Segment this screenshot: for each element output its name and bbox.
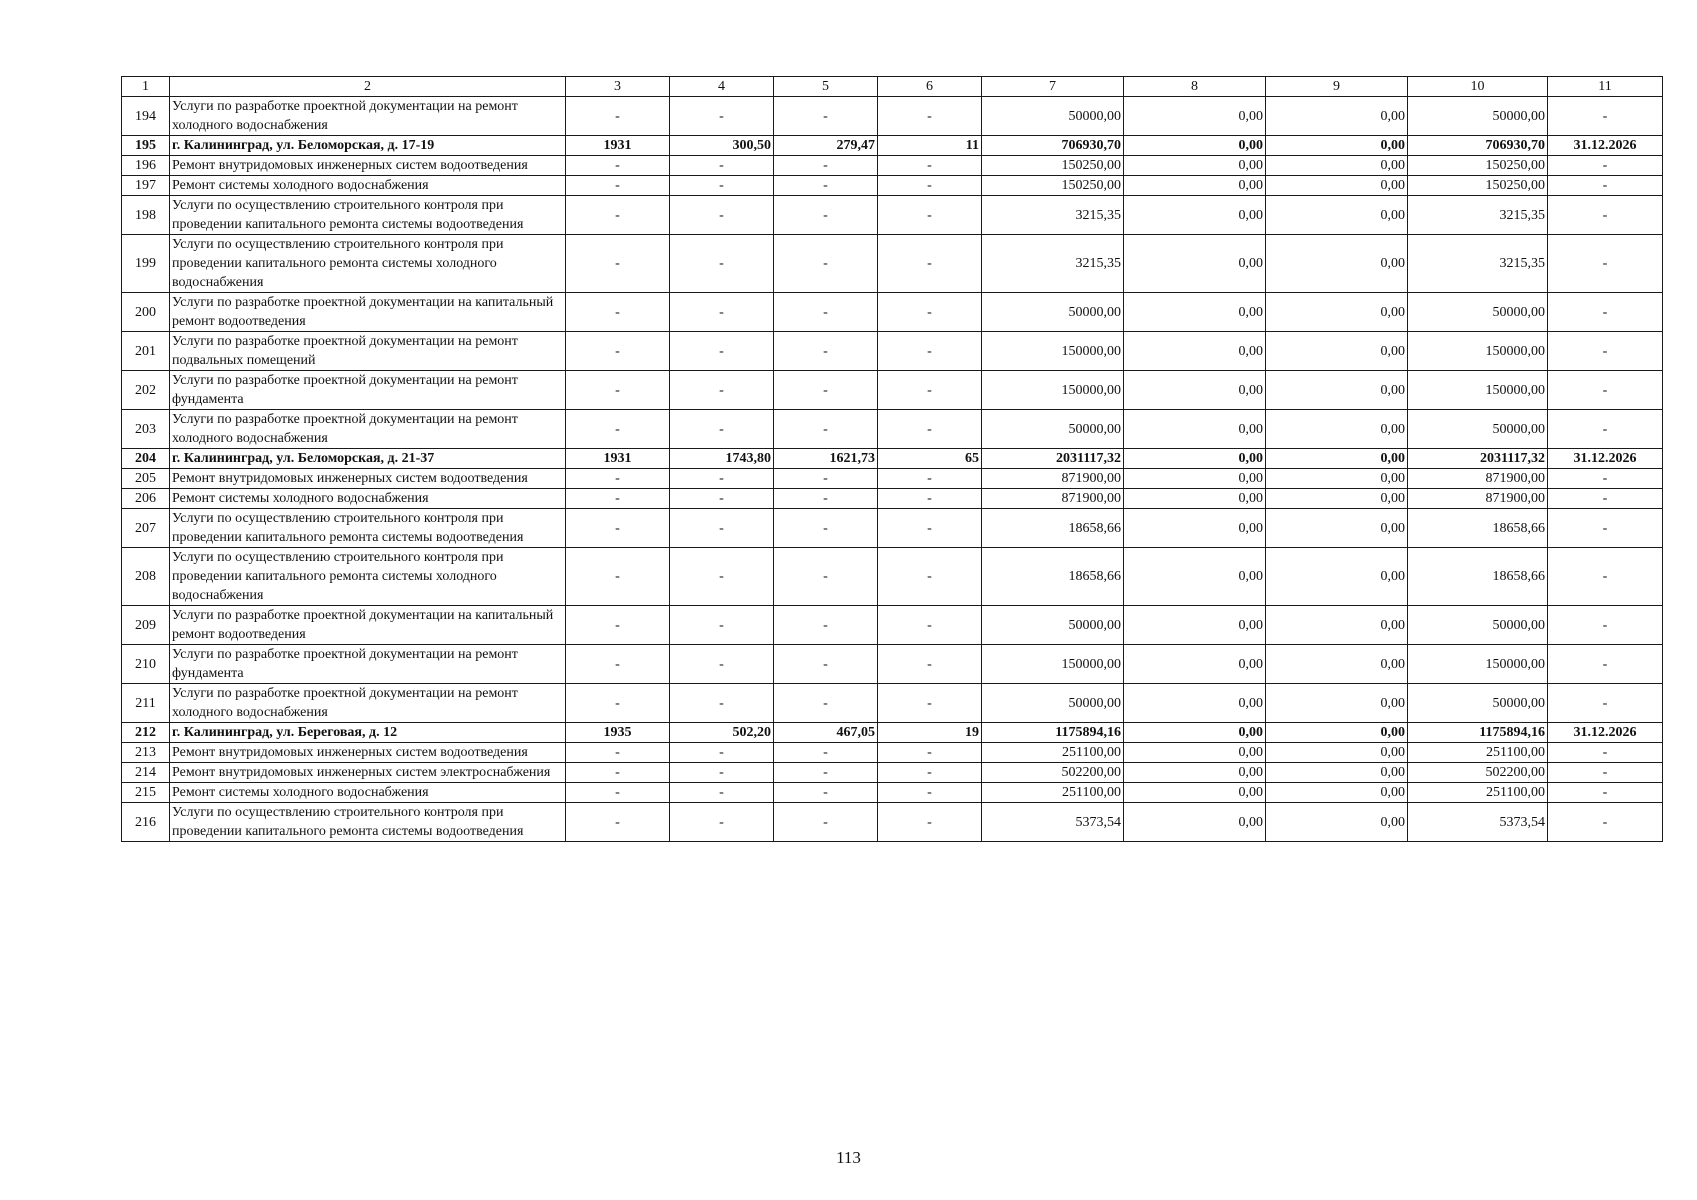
row-number: 202 <box>122 371 170 410</box>
cell-col-7: 871900,00 <box>982 469 1124 489</box>
cell-col-11: - <box>1548 332 1663 371</box>
cell-col-3: - <box>566 743 670 763</box>
cell-col-6: - <box>878 606 982 645</box>
cell-col-9: 0,00 <box>1266 489 1408 509</box>
cell-col-10: 18658,66 <box>1408 548 1548 606</box>
cell-col-11: - <box>1548 293 1663 332</box>
cell-col-11: - <box>1548 743 1663 763</box>
cell-col-7: 150000,00 <box>982 332 1124 371</box>
cell-col-10: 18658,66 <box>1408 509 1548 548</box>
cell-col-3: - <box>566 645 670 684</box>
cell-col-11: - <box>1548 156 1663 176</box>
cell-col-4: - <box>670 548 774 606</box>
cell-col-11: - <box>1548 509 1663 548</box>
cell-col-5: - <box>774 684 878 723</box>
cell-col-4: - <box>670 156 774 176</box>
column-header-6: 6 <box>878 77 982 97</box>
cell-col-10: 150000,00 <box>1408 371 1548 410</box>
cell-col-6: - <box>878 293 982 332</box>
cell-col-9: 0,00 <box>1266 723 1408 743</box>
cell-col-5: - <box>774 371 878 410</box>
item-name: Услуги по осуществлению строительного контроля при проведении капитального ремонта системы водоотведения <box>170 803 566 842</box>
cell-col-11: - <box>1548 548 1663 606</box>
cell-col-8: 0,00 <box>1124 449 1266 469</box>
item-name: Ремонт внутридомовых инженерных систем электроснабжения <box>170 763 566 783</box>
cell-col-3: - <box>566 371 670 410</box>
cell-col-7: 251100,00 <box>982 783 1124 803</box>
cell-col-10: 50000,00 <box>1408 293 1548 332</box>
column-header-11: 11 <box>1548 77 1663 97</box>
cell-col-11: - <box>1548 371 1663 410</box>
item-name: Ремонт внутридомовых инженерных систем водоотведения <box>170 743 566 763</box>
column-header-1: 1 <box>122 77 170 97</box>
cell-col-9: 0,00 <box>1266 136 1408 156</box>
item-name: г. Калининград, ул. Беломорская, д. 17-19 <box>170 136 566 156</box>
table-body <box>122 77 1663 842</box>
table-row <box>122 783 1663 803</box>
cell-col-9: 0,00 <box>1266 293 1408 332</box>
cell-col-8: 0,00 <box>1124 548 1266 606</box>
cell-col-8: 0,00 <box>1124 235 1266 293</box>
cell-col-3: - <box>566 156 670 176</box>
cell-col-6: 19 <box>878 723 982 743</box>
cell-col-9: 0,00 <box>1266 743 1408 763</box>
row-number: 215 <box>122 783 170 803</box>
cell-col-6: - <box>878 803 982 842</box>
table-row <box>122 489 1663 509</box>
row-number: 216 <box>122 803 170 842</box>
cell-col-10: 50000,00 <box>1408 606 1548 645</box>
item-name: Услуги по осуществлению строительного контроля при проведении капитального ремонта системы холодного водоснабжения <box>170 235 566 293</box>
cell-col-9: 0,00 <box>1266 684 1408 723</box>
cell-col-9: 0,00 <box>1266 606 1408 645</box>
cell-col-3: - <box>566 783 670 803</box>
page-number: 113 <box>836 1148 861 1167</box>
cell-col-9: 0,00 <box>1266 469 1408 489</box>
cell-col-10: 1175894,16 <box>1408 723 1548 743</box>
cell-col-4: - <box>670 763 774 783</box>
cell-col-5: - <box>774 548 878 606</box>
cell-col-10: 502200,00 <box>1408 763 1548 783</box>
item-name: г. Калининград, ул. Беломорская, д. 21-37 <box>170 449 566 469</box>
cell-col-7: 3215,35 <box>982 196 1124 235</box>
cell-col-7: 2031117,32 <box>982 449 1124 469</box>
cell-col-5: - <box>774 97 878 136</box>
cell-col-11: - <box>1548 606 1663 645</box>
table-row <box>122 803 1663 842</box>
cell-col-4: - <box>670 783 774 803</box>
cell-col-11: - <box>1548 97 1663 136</box>
cell-col-4: - <box>670 803 774 842</box>
cell-col-6: - <box>878 97 982 136</box>
cell-col-6: - <box>878 332 982 371</box>
cell-col-4: - <box>670 606 774 645</box>
cell-col-5: - <box>774 332 878 371</box>
cell-col-3: - <box>566 606 670 645</box>
cell-col-8: 0,00 <box>1124 763 1266 783</box>
column-header-9: 9 <box>1266 77 1408 97</box>
document-sheet <box>121 76 1662 842</box>
row-number: 194 <box>122 97 170 136</box>
cell-col-11: - <box>1548 469 1663 489</box>
cell-col-3: - <box>566 97 670 136</box>
cell-col-9: 0,00 <box>1266 235 1408 293</box>
cell-col-5: - <box>774 156 878 176</box>
cell-col-7: 50000,00 <box>982 606 1124 645</box>
cell-col-3: - <box>566 803 670 842</box>
cell-col-4: - <box>670 293 774 332</box>
cell-col-5: 1621,73 <box>774 449 878 469</box>
cell-col-9: 0,00 <box>1266 449 1408 469</box>
cell-col-10: 150000,00 <box>1408 645 1548 684</box>
cell-col-10: 50000,00 <box>1408 97 1548 136</box>
address-row <box>122 136 1663 156</box>
cell-col-6: 65 <box>878 449 982 469</box>
cell-col-6: - <box>878 469 982 489</box>
cell-col-9: 0,00 <box>1266 509 1408 548</box>
row-number: 203 <box>122 410 170 449</box>
row-number: 210 <box>122 645 170 684</box>
program-table <box>121 76 1663 842</box>
table-row <box>122 97 1663 136</box>
row-number: 209 <box>122 606 170 645</box>
cell-col-7: 50000,00 <box>982 97 1124 136</box>
table-row <box>122 509 1663 548</box>
cell-col-6: - <box>878 684 982 723</box>
item-name: г. Калининград, ул. Береговая, д. 12 <box>170 723 566 743</box>
column-header-3: 3 <box>566 77 670 97</box>
address-row <box>122 723 1663 743</box>
cell-col-7: 706930,70 <box>982 136 1124 156</box>
cell-col-6: - <box>878 763 982 783</box>
cell-col-5: - <box>774 489 878 509</box>
row-number: 214 <box>122 763 170 783</box>
table-row <box>122 684 1663 723</box>
column-header-10: 10 <box>1408 77 1548 97</box>
cell-col-3: 1935 <box>566 723 670 743</box>
cell-col-10: 3215,35 <box>1408 196 1548 235</box>
table-row <box>122 156 1663 176</box>
item-name: Услуги по осуществлению строительного контроля при проведении капитального ремонта системы холодного водоснабжения <box>170 548 566 606</box>
table-row <box>122 645 1663 684</box>
column-header-4: 4 <box>670 77 774 97</box>
cell-col-9: 0,00 <box>1266 548 1408 606</box>
cell-col-5: 467,05 <box>774 723 878 743</box>
cell-col-3: - <box>566 763 670 783</box>
cell-col-10: 706930,70 <box>1408 136 1548 156</box>
cell-col-11: - <box>1548 684 1663 723</box>
item-name: Ремонт системы холодного водоснабжения <box>170 489 566 509</box>
cell-col-11: - <box>1548 176 1663 196</box>
cell-col-3: - <box>566 469 670 489</box>
cell-col-4: - <box>670 489 774 509</box>
cell-col-6: - <box>878 196 982 235</box>
cell-col-4: 1743,80 <box>670 449 774 469</box>
cell-col-10: 871900,00 <box>1408 469 1548 489</box>
cell-col-7: 18658,66 <box>982 509 1124 548</box>
column-header-2: 2 <box>170 77 566 97</box>
cell-col-11: 31.12.2026 <box>1548 136 1663 156</box>
cell-col-8: 0,00 <box>1124 803 1266 842</box>
row-number: 207 <box>122 509 170 548</box>
cell-col-7: 150250,00 <box>982 176 1124 196</box>
cell-col-9: 0,00 <box>1266 410 1408 449</box>
cell-col-4: - <box>670 235 774 293</box>
cell-col-4: - <box>670 509 774 548</box>
cell-col-7: 150000,00 <box>982 645 1124 684</box>
item-name: Услуги по разработке проектной документации на ремонт холодного водоснабжения <box>170 97 566 136</box>
cell-col-7: 1175894,16 <box>982 723 1124 743</box>
cell-col-4: - <box>670 332 774 371</box>
cell-col-4: - <box>670 645 774 684</box>
cell-col-5: - <box>774 743 878 763</box>
cell-col-9: 0,00 <box>1266 156 1408 176</box>
cell-col-11: 31.12.2026 <box>1548 723 1663 743</box>
row-number: 213 <box>122 743 170 763</box>
cell-col-11: - <box>1548 783 1663 803</box>
cell-col-8: 0,00 <box>1124 783 1266 803</box>
cell-col-10: 3215,35 <box>1408 235 1548 293</box>
cell-col-3: - <box>566 509 670 548</box>
column-number-header <box>122 77 1663 97</box>
cell-col-8: 0,00 <box>1124 293 1266 332</box>
cell-col-7: 251100,00 <box>982 743 1124 763</box>
item-name: Ремонт системы холодного водоснабжения <box>170 176 566 196</box>
table-row <box>122 196 1663 235</box>
cell-col-5: - <box>774 196 878 235</box>
cell-col-9: 0,00 <box>1266 783 1408 803</box>
cell-col-6: - <box>878 371 982 410</box>
cell-col-10: 251100,00 <box>1408 783 1548 803</box>
cell-col-8: 0,00 <box>1124 136 1266 156</box>
cell-col-6: - <box>878 509 982 548</box>
cell-col-3: - <box>566 332 670 371</box>
cell-col-5: - <box>774 783 878 803</box>
cell-col-4: 300,50 <box>670 136 774 156</box>
cell-col-7: 150000,00 <box>982 371 1124 410</box>
cell-col-11: - <box>1548 489 1663 509</box>
column-header-5: 5 <box>774 77 878 97</box>
table-row <box>122 548 1663 606</box>
row-number: 206 <box>122 489 170 509</box>
table-row <box>122 332 1663 371</box>
cell-col-9: 0,00 <box>1266 803 1408 842</box>
row-number: 195 <box>122 136 170 156</box>
row-number: 196 <box>122 156 170 176</box>
cell-col-5: - <box>774 293 878 332</box>
cell-col-3: - <box>566 176 670 196</box>
cell-col-6: - <box>878 489 982 509</box>
cell-col-5: 279,47 <box>774 136 878 156</box>
cell-col-3: - <box>566 293 670 332</box>
row-number: 205 <box>122 469 170 489</box>
cell-col-4: - <box>670 196 774 235</box>
cell-col-4: - <box>670 684 774 723</box>
cell-col-9: 0,00 <box>1266 196 1408 235</box>
cell-col-11: - <box>1548 196 1663 235</box>
table-row <box>122 371 1663 410</box>
cell-col-10: 150250,00 <box>1408 176 1548 196</box>
table-row <box>122 763 1663 783</box>
cell-col-5: - <box>774 469 878 489</box>
cell-col-8: 0,00 <box>1124 156 1266 176</box>
table-row <box>122 743 1663 763</box>
cell-col-7: 50000,00 <box>982 684 1124 723</box>
item-name: Услуги по разработке проектной документации на капитальный ремонт водоотведения <box>170 606 566 645</box>
cell-col-7: 5373,54 <box>982 803 1124 842</box>
cell-col-10: 5373,54 <box>1408 803 1548 842</box>
cell-col-10: 150250,00 <box>1408 156 1548 176</box>
item-name: Услуги по разработке проектной документации на ремонт фундамента <box>170 371 566 410</box>
cell-col-8: 0,00 <box>1124 176 1266 196</box>
cell-col-5: - <box>774 606 878 645</box>
table-row <box>122 410 1663 449</box>
item-name: Ремонт внутридомовых инженерных систем водоотведения <box>170 469 566 489</box>
cell-col-10: 150000,00 <box>1408 332 1548 371</box>
cell-col-9: 0,00 <box>1266 371 1408 410</box>
cell-col-8: 0,00 <box>1124 723 1266 743</box>
cell-col-8: 0,00 <box>1124 606 1266 645</box>
item-name: Услуги по разработке проектной документации на ремонт холодного водоснабжения <box>170 410 566 449</box>
cell-col-4: 502,20 <box>670 723 774 743</box>
row-number: 211 <box>122 684 170 723</box>
cell-col-5: - <box>774 763 878 783</box>
cell-col-8: 0,00 <box>1124 97 1266 136</box>
item-name: Ремонт внутридомовых инженерных систем водоотведения <box>170 156 566 176</box>
cell-col-5: - <box>774 410 878 449</box>
cell-col-7: 50000,00 <box>982 293 1124 332</box>
address-row <box>122 449 1663 469</box>
cell-col-10: 2031117,32 <box>1408 449 1548 469</box>
item-name: Услуги по осуществлению строительного контроля при проведении капитального ремонта системы водоотведения <box>170 196 566 235</box>
cell-col-8: 0,00 <box>1124 332 1266 371</box>
cell-col-8: 0,00 <box>1124 743 1266 763</box>
table-row <box>122 293 1663 332</box>
cell-col-7: 50000,00 <box>982 410 1124 449</box>
cell-col-3: - <box>566 489 670 509</box>
cell-col-6: - <box>878 645 982 684</box>
cell-col-3: - <box>566 410 670 449</box>
cell-col-9: 0,00 <box>1266 97 1408 136</box>
cell-col-7: 18658,66 <box>982 548 1124 606</box>
item-name: Услуги по разработке проектной документации на ремонт подвальных помещений <box>170 332 566 371</box>
cell-col-9: 0,00 <box>1266 332 1408 371</box>
row-number: 204 <box>122 449 170 469</box>
cell-col-6: - <box>878 548 982 606</box>
row-number: 201 <box>122 332 170 371</box>
cell-col-4: - <box>670 469 774 489</box>
cell-col-6: 11 <box>878 136 982 156</box>
cell-col-6: - <box>878 783 982 803</box>
table-row <box>122 176 1663 196</box>
item-name: Услуги по осуществлению строительного контроля при проведении капитального ремонта системы водоотведения <box>170 509 566 548</box>
cell-col-3: - <box>566 196 670 235</box>
cell-col-4: - <box>670 176 774 196</box>
cell-col-4: - <box>670 743 774 763</box>
cell-col-9: 0,00 <box>1266 763 1408 783</box>
cell-col-8: 0,00 <box>1124 196 1266 235</box>
row-number: 208 <box>122 548 170 606</box>
item-name: Услуги по разработке проектной документации на капитальный ремонт водоотведения <box>170 293 566 332</box>
cell-col-7: 3215,35 <box>982 235 1124 293</box>
column-header-7: 7 <box>982 77 1124 97</box>
cell-col-10: 50000,00 <box>1408 684 1548 723</box>
cell-col-3: - <box>566 548 670 606</box>
cell-col-10: 251100,00 <box>1408 743 1548 763</box>
cell-col-8: 0,00 <box>1124 371 1266 410</box>
table-row <box>122 606 1663 645</box>
row-number: 198 <box>122 196 170 235</box>
item-name: Услуги по разработке проектной документации на ремонт холодного водоснабжения <box>170 684 566 723</box>
cell-col-3: - <box>566 235 670 293</box>
cell-col-11: 31.12.2026 <box>1548 449 1663 469</box>
cell-col-11: - <box>1548 410 1663 449</box>
cell-col-7: 150250,00 <box>982 156 1124 176</box>
cell-col-4: - <box>670 97 774 136</box>
cell-col-10: 50000,00 <box>1408 410 1548 449</box>
table-row <box>122 235 1663 293</box>
cell-col-3: 1931 <box>566 449 670 469</box>
cell-col-6: - <box>878 410 982 449</box>
item-name: Услуги по разработке проектной документации на ремонт фундамента <box>170 645 566 684</box>
cell-col-6: - <box>878 176 982 196</box>
cell-col-5: - <box>774 176 878 196</box>
cell-col-6: - <box>878 235 982 293</box>
cell-col-6: - <box>878 156 982 176</box>
item-name: Ремонт системы холодного водоснабжения <box>170 783 566 803</box>
cell-col-8: 0,00 <box>1124 410 1266 449</box>
column-header-8: 8 <box>1124 77 1266 97</box>
cell-col-11: - <box>1548 763 1663 783</box>
cell-col-7: 871900,00 <box>982 489 1124 509</box>
cell-col-7: 502200,00 <box>982 763 1124 783</box>
cell-col-11: - <box>1548 235 1663 293</box>
cell-col-4: - <box>670 371 774 410</box>
cell-col-5: - <box>774 235 878 293</box>
cell-col-6: - <box>878 743 982 763</box>
cell-col-5: - <box>774 509 878 548</box>
cell-col-8: 0,00 <box>1124 469 1266 489</box>
cell-col-8: 0,00 <box>1124 489 1266 509</box>
row-number: 200 <box>122 293 170 332</box>
row-number: 212 <box>122 723 170 743</box>
row-number: 199 <box>122 235 170 293</box>
cell-col-4: - <box>670 410 774 449</box>
cell-col-5: - <box>774 645 878 684</box>
cell-col-11: - <box>1548 803 1663 842</box>
cell-col-8: 0,00 <box>1124 645 1266 684</box>
cell-col-3: 1931 <box>566 136 670 156</box>
cell-col-3: - <box>566 684 670 723</box>
cell-col-8: 0,00 <box>1124 509 1266 548</box>
cell-col-9: 0,00 <box>1266 176 1408 196</box>
cell-col-11: - <box>1548 645 1663 684</box>
cell-col-5: - <box>774 803 878 842</box>
table-row <box>122 469 1663 489</box>
cell-col-10: 871900,00 <box>1408 489 1548 509</box>
cell-col-9: 0,00 <box>1266 645 1408 684</box>
cell-col-8: 0,00 <box>1124 684 1266 723</box>
row-number: 197 <box>122 176 170 196</box>
